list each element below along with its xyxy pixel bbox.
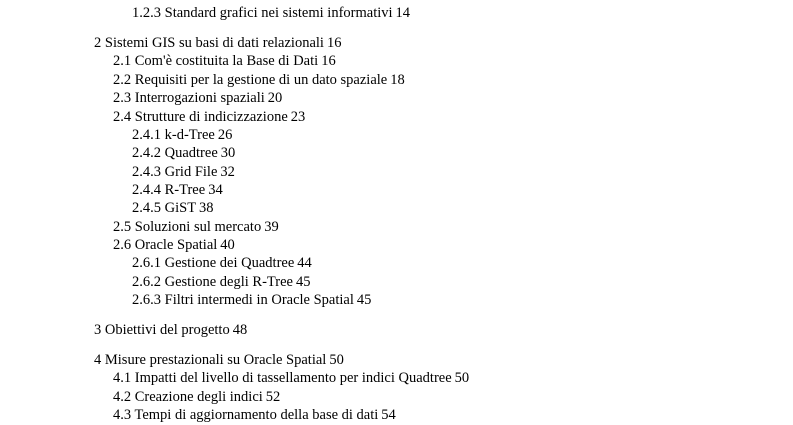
toc-entry-page: 34: [208, 182, 223, 198]
toc-entry-label: 2.4.4 R-Tree: [132, 182, 206, 198]
toc-entry-label: 2.1 Com'è costituita la Base di Dati: [113, 53, 319, 69]
toc-entry-page: 50: [454, 370, 470, 386]
toc-entry-label: 2.4.3 Grid File: [132, 164, 218, 180]
toc-entry-page: 52: [265, 389, 281, 405]
toc-entry-label: 2.6.1 Gestione dei Quadtree: [132, 255, 295, 271]
toc-entry-page: 39: [264, 219, 279, 235]
toc-entry-page: 38: [199, 200, 214, 216]
toc-entry-label: 2.2 Requisiti per la gestione di un dato spaziale: [113, 72, 388, 88]
toc-entry-label: 4.3 Tempi di aggiornamento della base di dati: [113, 407, 379, 423]
toc-entry-page: 26: [217, 127, 233, 143]
toc-entry-page: 44: [297, 255, 312, 271]
toc-entry-label: 4 Misure prestazionali su Oracle Spatial: [94, 352, 327, 368]
toc-entry-label: 2.4.2 Quadtree: [132, 145, 218, 161]
toc-entry-page: 45: [356, 292, 372, 308]
toc-entry-label: 2.4 Strutture di indicizzazione: [113, 109, 288, 125]
toc-entry-page: 20: [267, 90, 283, 106]
toc-entry-label: 2.6 Oracle Spatial: [113, 237, 218, 253]
toc-entry-label: 3 Obiettivi del progetto: [94, 322, 230, 338]
toc-entry-label: 4.2 Creazione degli indici: [113, 389, 263, 405]
toc-entry-page: 45: [295, 274, 311, 290]
toc-entry-label: 2.4.5 GiST: [132, 200, 197, 216]
toc-entry-page: 30: [220, 145, 236, 161]
toc-entry-page: 23: [290, 109, 306, 125]
toc-entry-page: 54: [381, 407, 396, 423]
toc-entry-label: 2.3 Interrogazioni spaziali: [113, 90, 265, 106]
toc-entry-label: 1.2.3 Standard grafici nei sistemi informativi: [132, 5, 393, 21]
toc-entry-page: 40: [220, 237, 235, 253]
toc-entry-label: 2.6.3 Filtri intermedi in Oracle Spatial: [132, 292, 354, 308]
toc-entry-page: 48: [232, 322, 248, 338]
toc-entry-label: 2.4.1 k-d-Tree: [132, 127, 215, 143]
toc-entry-page: 50: [329, 352, 344, 368]
toc-entry-label: 4.1 Impatti del livello di tassellamento per indici Quadtree: [113, 370, 452, 386]
toc-entry-label: 2.5 Soluzioni sul mercato: [113, 219, 262, 235]
toc-entry-label: 2 Sistemi GIS su basi di dati relazionali: [94, 35, 324, 51]
toc-entry-page: 14: [395, 5, 411, 21]
toc-entry-page: 18: [390, 72, 405, 88]
toc-entry-label: 2.6.2 Gestione degli R-Tree: [132, 274, 293, 290]
toc-entry-page: 16: [326, 35, 342, 51]
toc-entry-page: 32: [220, 164, 235, 180]
toc-entry-page: 16: [321, 53, 336, 69]
